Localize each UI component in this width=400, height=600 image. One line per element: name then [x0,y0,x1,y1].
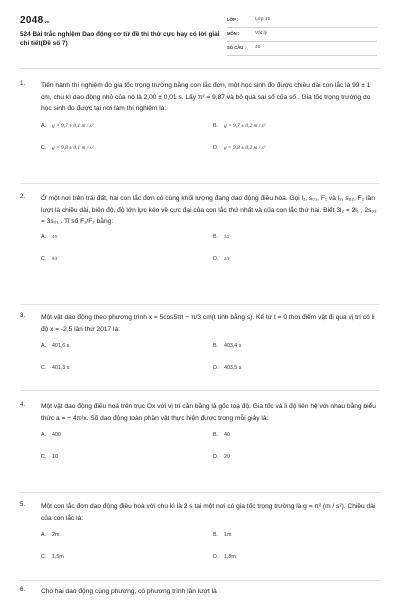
option-text: 403,5 s [224,365,242,372]
question-number: 2. [20,193,26,200]
question-2 [20,193,380,282]
option-letter: D. [213,365,219,372]
option-a[interactable] [41,432,61,440]
option-a[interactable] [41,343,69,351]
answer-options [41,343,380,391]
question-number: 1. [20,80,26,87]
option-b[interactable] [213,432,230,440]
question-text: Một vật dao động điều hoà trên trục Ox với vị trí cân bằng là gốc toạ độ. Gia tốc và li độ liên hệ với nhau bằng biểu thức a = − 4π²x. Số dao động toàn phần vật thực hiện được trong mỗi giây là: [41,403,376,422]
question-number: 4. [20,401,26,408]
option-text: 10 [52,454,58,461]
question-1 [20,80,380,171]
option-letter: B. [213,122,219,129]
option-letter: D. [213,144,219,151]
question-3 [20,312,380,391]
option-text: 1m [224,532,232,539]
question-4 [20,401,380,480]
document-meta [227,14,377,56]
meta-value: Vật lý [255,31,267,37]
meta-value: Lớp 12 [255,17,271,23]
logo-suffix: vn [44,19,50,24]
meta-row-class [227,14,377,28]
option-d[interactable] [213,256,229,264]
option-letter: D. [213,454,219,461]
option-letter: C. [41,255,47,262]
option-letter: A. [41,122,47,129]
option-d[interactable] [213,554,236,562]
question-6 [20,586,380,598]
document-header [0,0,400,62]
option-text: 2/3 [224,255,230,261]
option-text: 4/9 [52,233,58,239]
question-number: 5. [20,501,26,508]
site-logo[interactable] [20,14,50,29]
option-c[interactable] [41,256,57,264]
question-text: Tiến hành thí nghiệm đo gia tốc trọng trường bằng con lắc đơn, một học sinh đo được chiều dài con lắc là 99 ± 1 cm, chu kì dao động nhỏ của nó là 2,00 ± 0,01 s. Lấy π² = 9,87 và bỏ qua sai số của số . Gia tốc trọng trường do học sinh đo được tại nơi làm thí nghiệm là: [41,82,371,113]
meta-value: 40 [255,45,261,51]
option-b[interactable] [213,532,231,540]
meta-label: LỚP : [227,17,239,23]
option-letter: C. [41,454,47,461]
option-b[interactable] [213,343,241,351]
question-divider [20,304,380,305]
question-text: Ở một nơi trên trái đất, hai con lắc đơn có cùng khối lượng đang dao động điều hòa. Gọi l₁, s₀₁, F₁ và l₂, s₀₂, F₂ lần lượt là chiều dài, biên độ, độ lớn lực kéo về cực đại của con lắc thứ nhất và của con lắc thứ hai. Biết 3l₂ = 2l₁ , 2s₀₂ = 3s₀₁ . Tỉ số F₁/F₂ bằng: [41,195,377,226]
document-title: 524 Bài trắc nghiệm Dao động cơ từ đề thi thử cực hay có lời giải chi tiết(Đề số 7) [20,31,220,48]
meta-row-question-count [227,42,377,56]
meta-label: MÔN : [227,31,240,37]
answer-options [41,123,380,171]
option-text: 20 [224,454,230,461]
option-a[interactable] [41,532,59,540]
option-letter: B. [213,432,219,439]
question-divider [20,390,380,391]
option-text: 1,5m [52,554,64,561]
option-letter: B. [213,343,219,350]
option-letter: C. [41,365,47,372]
option-letter: A. [41,233,47,240]
option-a[interactable] [41,234,57,242]
option-text: 3/2 [224,233,230,239]
option-text: g = 9,8 ± 0,1 m / s² [52,144,94,151]
option-text: 401,3 s [52,365,70,372]
question-number: 3. [20,312,26,319]
option-text: 403,4 s [224,343,242,350]
answer-options [41,532,380,580]
meta-row-subject [227,28,377,42]
answer-options [41,234,380,282]
option-text: 1,8m [224,554,236,561]
question-number: 6. [20,586,26,593]
option-text: 400 [52,432,61,439]
option-letter: A. [41,343,47,350]
question-divider [20,580,380,581]
option-text: g = 9,8 ± 0,2 m / s² [224,144,266,151]
meta-label: SỐ CÂU : [227,45,246,51]
option-text: 2m [52,532,60,539]
option-text: g = 9,7 ± 0,1 m / s² [52,122,94,129]
option-letter: D. [213,255,219,262]
option-c[interactable] [41,145,93,153]
option-text: 401,6 s [52,343,70,350]
option-text: g = 9,7 ± 0,2 m / s² [224,122,266,129]
option-c[interactable] [41,554,64,562]
question-text: Một vật dao động theo phương trình x = 5cos5πt − π/3 cm(t tính bằng s). Kể từ t = 0 thời điểm vật đi qua vị trí có li độ x = -2,5 lần thứ 2017 là: [41,314,375,333]
question-5 [20,501,380,580]
option-letter: C. [41,144,47,151]
answer-options [41,432,380,480]
header-divider [20,68,380,69]
question-text: Một con lắc đơn dao động điều hoà với chu kì là 2 s tại một nơi có gia tốc trọng trường là g = π² (m / s²). Chiều dài của con lắc là: [41,503,376,522]
option-text: 40 [224,432,230,439]
question-divider [20,183,380,184]
option-d[interactable] [213,145,265,153]
option-letter: A. [41,432,47,439]
option-c[interactable] [41,454,58,462]
option-letter: B. [213,532,219,539]
option-letter: B. [213,233,219,240]
option-letter: D. [213,554,219,561]
option-d[interactable] [213,454,230,462]
option-a[interactable] [41,123,93,131]
option-b[interactable] [213,234,229,242]
option-letter: C. [41,554,47,561]
option-letter: A. [41,532,47,539]
option-b[interactable] [213,123,265,131]
question-text: Cho hai dao động cùng phương, có phương trình lần lượt là [41,588,217,595]
option-c[interactable] [41,365,69,373]
option-text: 9/4 [52,255,58,261]
option-d[interactable] [213,365,241,373]
question-divider [20,492,380,493]
logo-text: 2048 [20,15,44,26]
